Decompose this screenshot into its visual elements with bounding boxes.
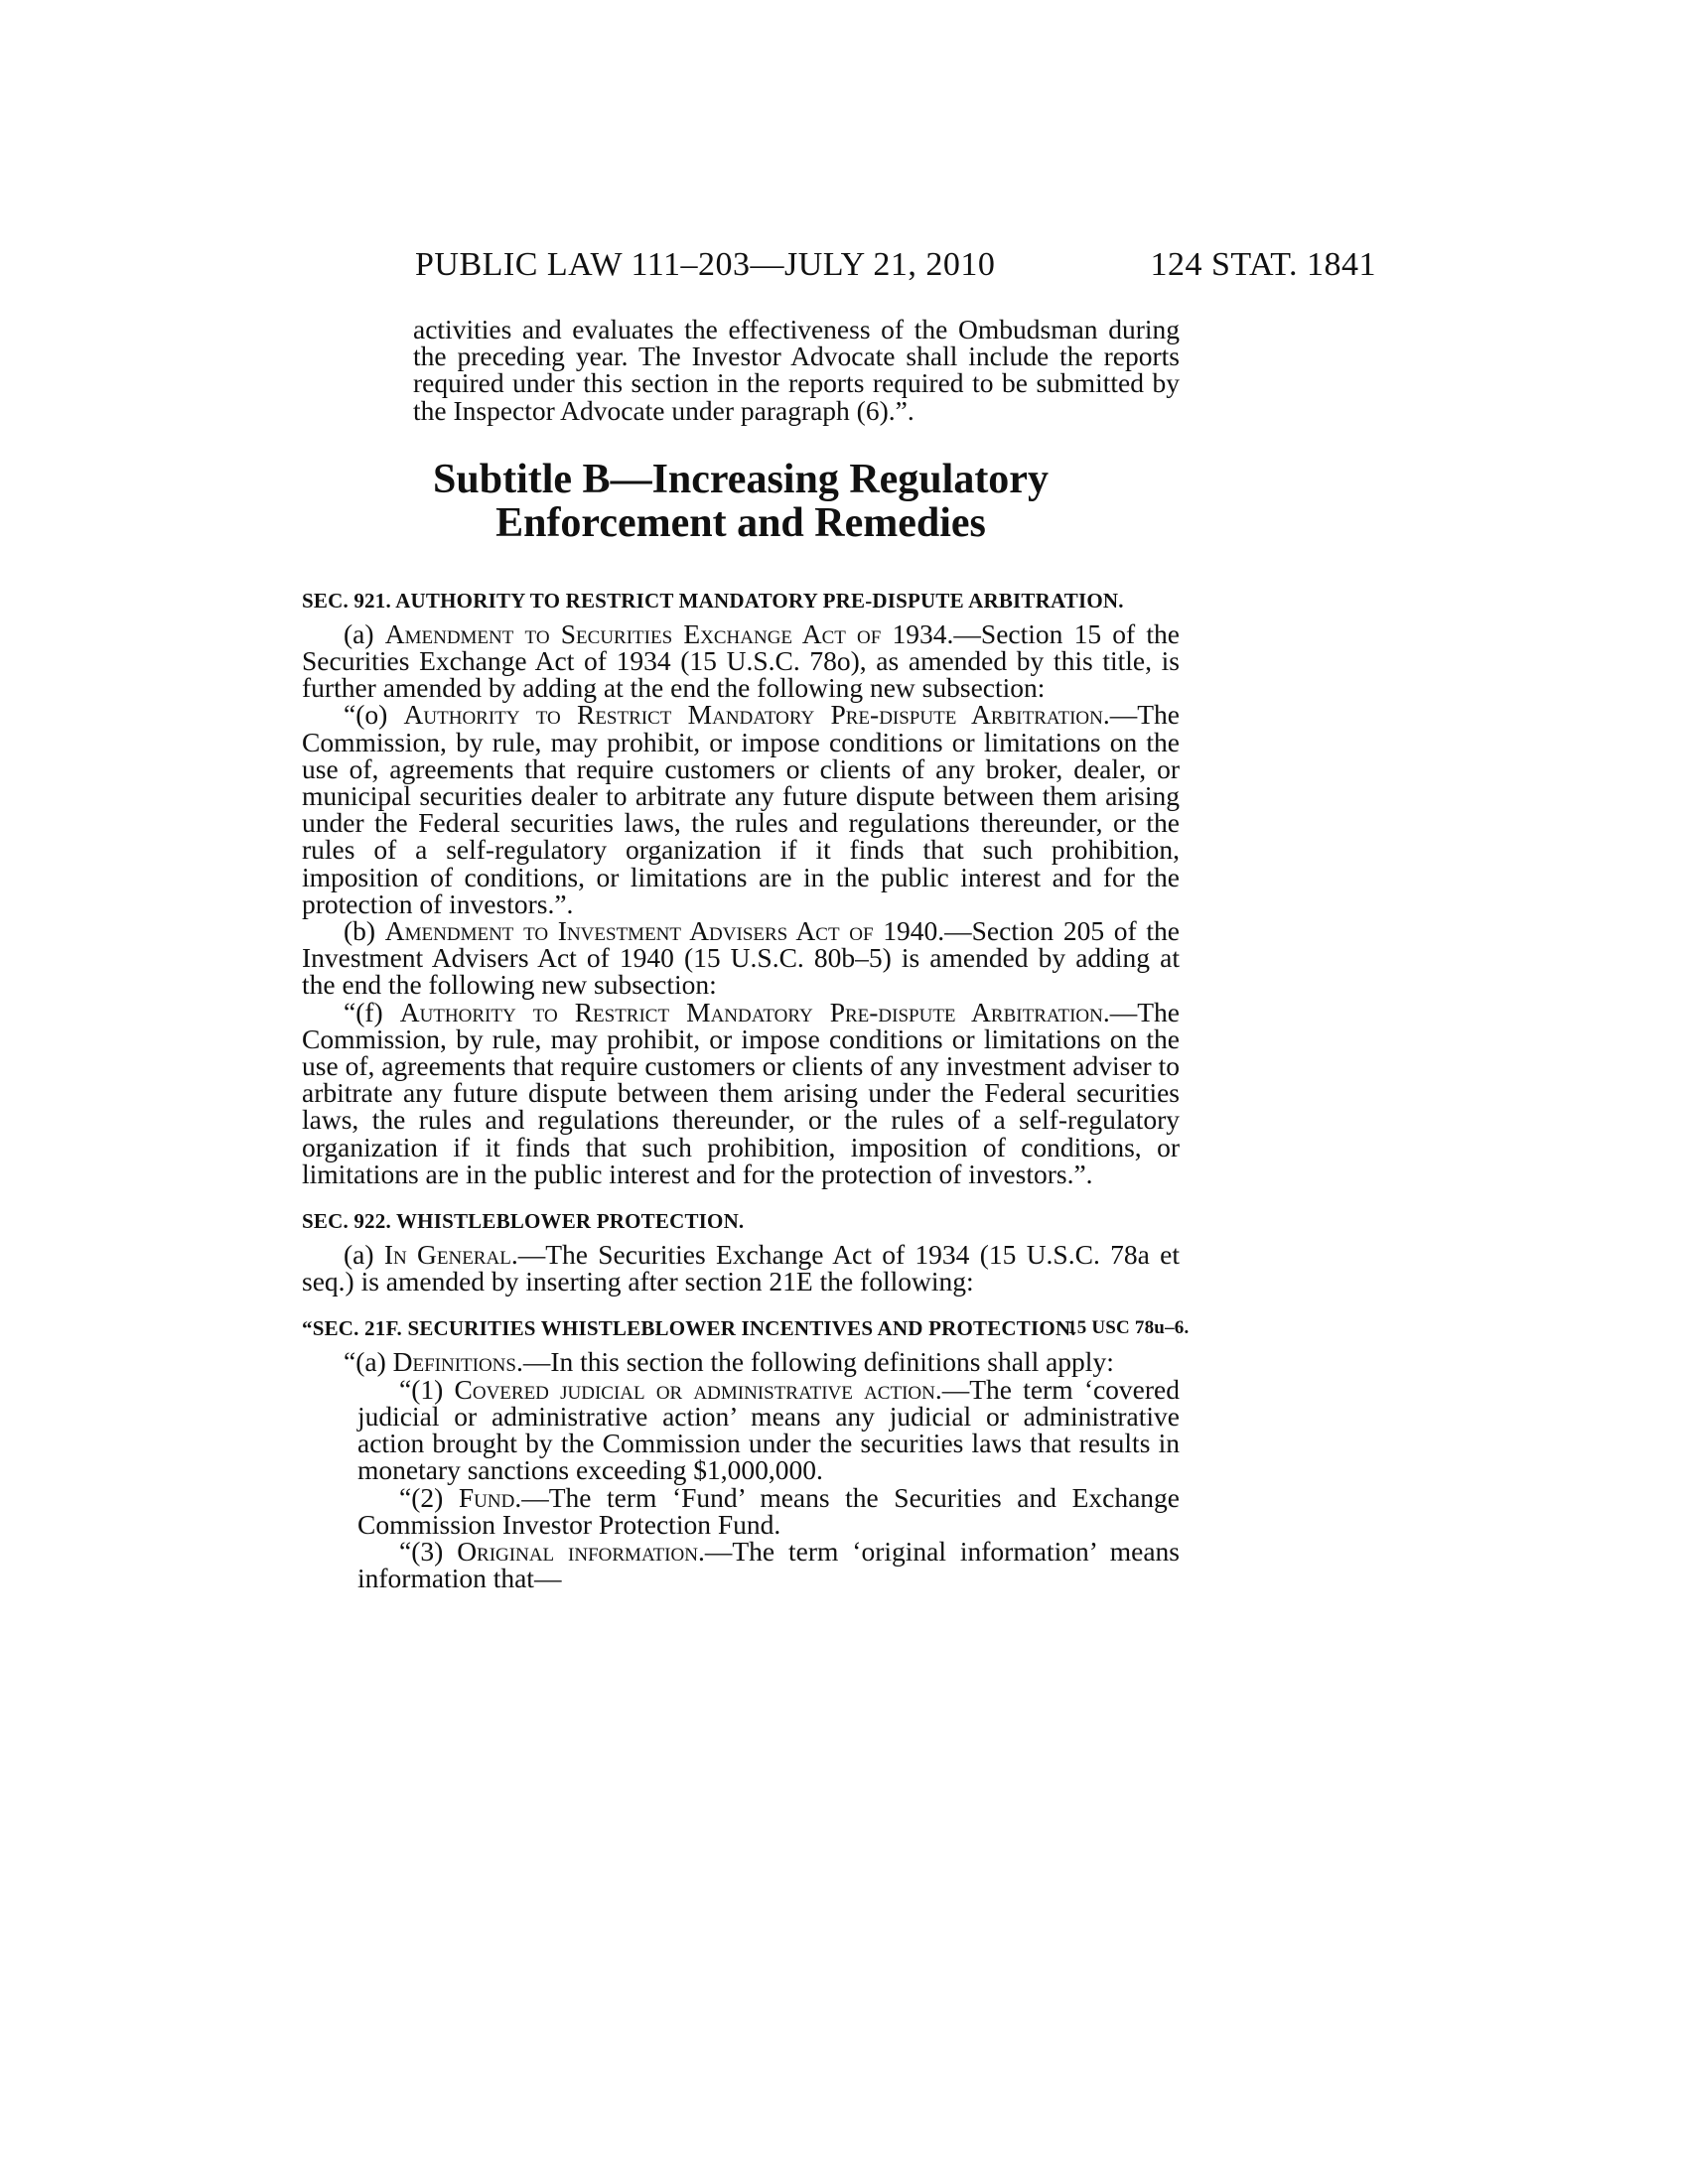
definition-title: Covered judicial or administrative action xyxy=(454,1373,935,1405)
running-header xyxy=(415,246,1376,290)
label: “(a) xyxy=(344,1346,393,1378)
subsection-title: Authority to Restrict Mandatory Pre-dispute Arbitration xyxy=(403,699,1103,731)
text: .—In this section the following definitions shall apply: xyxy=(515,1346,1114,1378)
text: .—The term ‘original information’ means information that— xyxy=(357,1535,1180,1594)
text: .—Section 205 of the Investment Advisers Act of 1940 (15 U.S.C. 80b–5) is amended by adding at the end the following new subsection: xyxy=(302,915,1180,1001)
text: .—The term ‘covered judicial or administrative action’ means any judicial or administrative action brought by the Commission under the securities laws that results in monetary sanctions exceeding $1,000,000. xyxy=(357,1373,1180,1486)
definition-2 xyxy=(357,1481,1180,1540)
label: (a) xyxy=(344,1239,384,1271)
label: (a) xyxy=(344,617,385,649)
subsection-title: Amendment to Securities Exchange Act of 1934 xyxy=(384,617,947,649)
label: “(o) xyxy=(344,699,404,731)
section-21f-heading-text: “SEC. 21F. SECURITIES WHISTLEBLOWER INCENTIVES AND PROTECTION. xyxy=(302,1316,1076,1341)
text: .—The Commission, by rule, may prohibit, or impose conditions or limitations on the use of, agreements that require customers or clients of any investment adviser to arbitrate any future dispute between them arising under the Federal securities laws, the rules and regulations thereunder, or the rules of a self-regulatory organization if it finds that such prohibition, imposition of conditions, or limitations are in the public interest and for the protection of investors.”. xyxy=(302,996,1180,1189)
label: (b) xyxy=(344,915,385,947)
section-921-b xyxy=(302,917,1180,999)
section-921-f xyxy=(302,996,1180,1189)
subsection-title: In General xyxy=(383,1239,511,1271)
definition-title: Original information xyxy=(457,1535,698,1567)
section-921-heading: SEC. 921. AUTHORITY TO RESTRICT MANDATORY PRE-DISPUTE ARBITRATION. xyxy=(302,588,1124,613)
document-body xyxy=(302,314,1190,1594)
text: .—The term ‘Fund’ means the Securities and Exchange Commission Investor Protection Fund. xyxy=(357,1481,1180,1540)
label: “(1) xyxy=(399,1373,455,1405)
definition-3 xyxy=(357,1535,1180,1594)
subtitle-heading xyxy=(302,458,1180,545)
text: .—The Commission, by rule, may prohibit, or impose conditions or limitations on the use of, agreements that require customers or clients of any broker, dealer, or municipal securities dealer to arbitrate any future dispute between them arising under the Federal securities laws, the rules and regulations thereunder, or the rules of a self-regulatory organization if it finds that such prohibition, imposition of conditions, or limitations are in the public interest and for the protection of investors.”. xyxy=(302,699,1180,919)
subtitle-line-2: Enforcement and Remedies xyxy=(495,499,986,546)
definition-1 xyxy=(357,1373,1180,1486)
subtitle-line-1: Subtitle B—Increasing Regulatory xyxy=(433,456,1049,502)
label: “(3) xyxy=(399,1535,458,1567)
intro-paragraph: activities and evaluates the effectiveness of the Ombudsman during the preceding year. The Investor Advocate shall include the reports required under this section in the reports required to be submitted by the Inspector Advocate under paragraph (6).”. xyxy=(413,314,1180,426)
section-21f-a xyxy=(302,1346,1180,1378)
definition-title: Fund xyxy=(458,1481,515,1513)
stat-page-number: 124 STAT. 1841 xyxy=(1150,246,1376,283)
subsection-title: Authority to Restrict Mandatory Pre-dispute Arbitration xyxy=(399,996,1103,1027)
section-922-heading: SEC. 922. WHISTLEBLOWER PROTECTION. xyxy=(302,1209,745,1234)
section-921-o xyxy=(302,701,1180,917)
law-title: PUBLIC LAW 111–203—JULY 21, 2010 xyxy=(415,246,996,283)
section-921-a xyxy=(302,617,1180,704)
subsection-title: Definitions xyxy=(392,1346,516,1378)
text: .—Section 15 of the Securities Exchange Act of 1934 (15 U.S.C. 78o), as amended by this title, is further amended by adding at the end the following new subsection: xyxy=(302,617,1180,704)
subsection-title: Amendment to Investment Advisers Act of 1940 xyxy=(384,915,938,947)
text: .—The Securities Exchange Act of 1934 (15 U.S.C. 78a et seq.) is amended by inserting after section 21E the following: xyxy=(302,1239,1180,1297)
section-922-a xyxy=(302,1241,1180,1295)
label: “(2) xyxy=(399,1481,459,1513)
section-21f-heading: “SEC. 21F. SECURITIES WHISTLEBLOWER INCENTIVES AND PROTECTION. 15 USC 78u–6. xyxy=(302,1316,1190,1341)
label: “(f) xyxy=(344,996,400,1027)
